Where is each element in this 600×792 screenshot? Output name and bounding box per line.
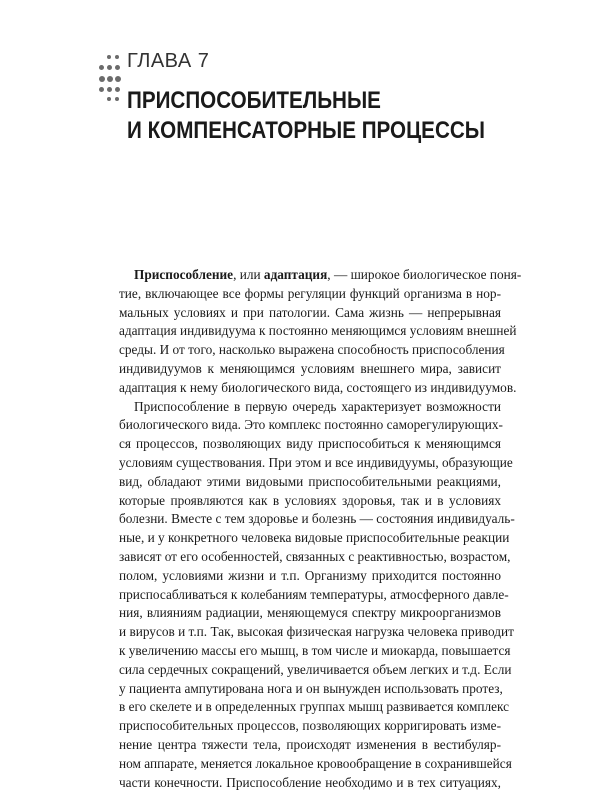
text-line: ния, влияниям радиации, меняющемуся спектру микроорганизмов (119, 605, 501, 621)
ornament-dot (99, 87, 104, 92)
chapter-label: ГЛАВА 7 (127, 50, 210, 72)
text-line: нение центра тяжести тела, происходят изменения в вестибуляр- (119, 736, 501, 752)
text-line: биологического вида. Это комплекс постоянно саморегулирующих- (119, 417, 503, 433)
ornament-dot (107, 97, 111, 101)
ornament-dot (115, 97, 119, 101)
text-line: вид, обладают этими видовыми приспособительными реакциями, (119, 473, 501, 489)
term-adaptation-ru: Приспособление (134, 267, 234, 282)
ornament-dot (107, 65, 112, 70)
chapter-title-line-2: И КОМПЕНСАТОРНЫЕ ПРОЦЕССЫ (127, 117, 485, 144)
paragraph-2 (119, 398, 515, 792)
text-line: в его скелете и в определенных группах мышц развивается комплекс (119, 699, 510, 715)
chapter-body (119, 266, 522, 792)
ornament-dot (115, 55, 119, 59)
ornament-dot (107, 76, 113, 82)
text-line: адаптация к нему биологического вида, состоящего из индивидуумов. (119, 379, 517, 395)
text-line: адаптация индивидуума к постоянно меняющимся условиям внешней (119, 323, 517, 339)
text-line: ные, и у конкретного человека видовые приспособительные реакции (119, 530, 510, 546)
ornament-dot (99, 65, 104, 70)
chapter-dots-ornament (97, 53, 123, 113)
text-line: болезни. Вместе с тем здоровье и болезнь — состояния индивидуаль- (119, 511, 515, 527)
ornament-dot (115, 76, 121, 82)
text-line: условиям существования. При этом и все индивидуумы, образующие (119, 454, 513, 470)
text-line: у пациента ампутирована нога и он вынужден использовать протез, (119, 680, 503, 696)
ornament-dot (107, 87, 112, 92)
text-line: полом, условиями жизни и т.п. Организму приходится постоянно (119, 567, 501, 583)
line-rest: , — широкое биологическое поня- (327, 267, 522, 282)
ornament-dot (115, 65, 120, 70)
text-line (119, 266, 522, 285)
ornament-dot (99, 76, 105, 82)
text-line: среды. И от того, насколько выражена способность приспособления (119, 342, 505, 358)
chapter-title-line-1: ПРИСПОСОБИТЕЛЬНЫЕ (127, 87, 381, 114)
text-line: зависят от его особенностей, связанных с реактивностью, возрастом, (119, 548, 511, 564)
paragraph-1 (119, 266, 522, 398)
text-line: которые проявляются как в условиях здоровья, так и в условиях (119, 492, 501, 508)
chapter-title (127, 86, 488, 146)
text-line: мальных условиях и при патологии. Сама жизнь — непрерывная (119, 304, 501, 320)
text-line: к увеличению массы его мышц, в том числе и миокарда, повышается (119, 642, 511, 658)
ornament-dot (107, 55, 111, 59)
text-line: части конечности. Приспособление необходимо и в тех ситуациях, (119, 774, 501, 790)
text-line: тие, включающее все формы регуляции функций организма в нор- (119, 285, 501, 301)
ornament-dot (115, 87, 120, 92)
term-adaptation: адаптация (263, 267, 328, 282)
text-line: ном аппарате, меняется локальное кровообращение в сохранившейся (119, 755, 512, 771)
text-line: индивидуумов к меняющимся условиям внешнего мира, зависит (119, 360, 501, 376)
text-line: ся процессов, позволяющих виду приспособиться к меняющимся (119, 436, 501, 452)
text-line: приспосабливаться к колебаниям температуры, атмосферного давле- (119, 586, 509, 602)
text-line: сила сердечных сокращений, увеличивается объем легких и т.д. Если (119, 661, 512, 677)
term-separator: , или (233, 267, 264, 282)
text-line: приспособительных процессов, позволяющих корригировать изме- (119, 718, 501, 734)
text-line: Приспособление в первую очередь характеризует возможности (134, 398, 501, 414)
text-line: и вирусов и т.п. Так, высокая физическая нагрузка человека приводит (119, 624, 514, 640)
